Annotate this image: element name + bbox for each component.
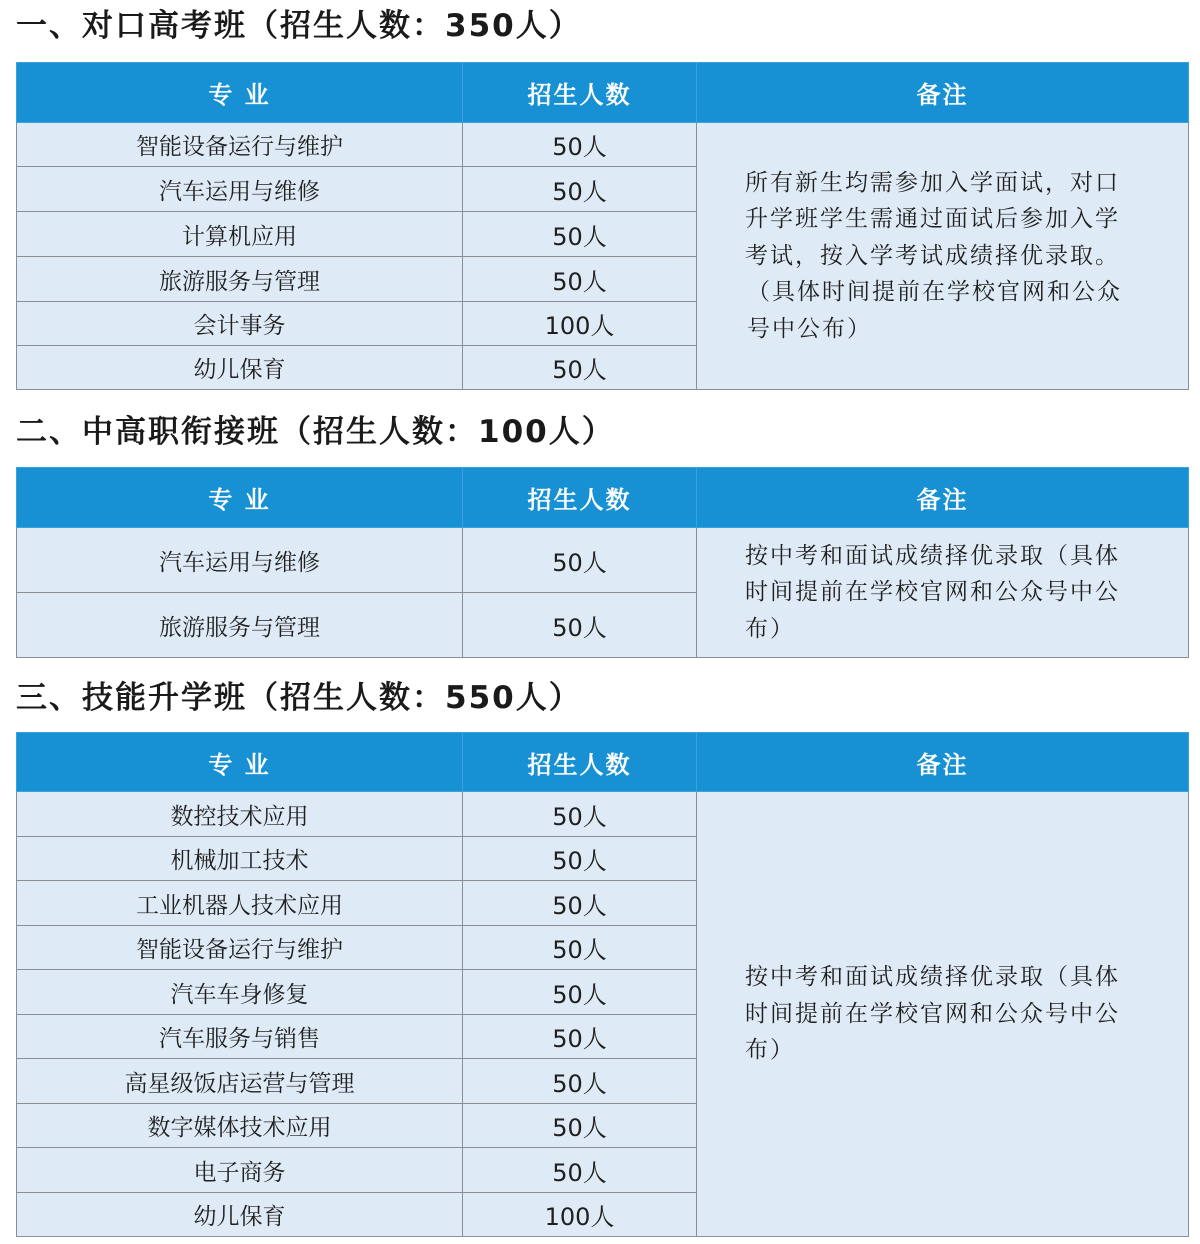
major-cell: 汽车车身修复 <box>17 970 463 1015</box>
count-cell: 50人 <box>463 881 697 926</box>
count-cell: 50人 <box>463 1059 697 1104</box>
note-text-secondary: （具体时间提前在学校官网和公众号中公布） <box>747 279 1122 342</box>
count-cell: 50人 <box>463 837 697 881</box>
count-cell: 50人 <box>463 257 697 302</box>
section-1-table <box>16 62 1189 390</box>
major-cell: 工业机器人技术应用 <box>17 881 463 926</box>
table-header-row <box>17 63 1189 123</box>
header-count: 招生人数 <box>463 733 697 792</box>
major-cell: 高星级饭店运营与管理 <box>17 1059 463 1104</box>
count-cell: 100人 <box>463 302 697 346</box>
note-text: 按中考和面试成绩择优录取（具体时间提前在学校官网和公众号中公布） <box>745 964 1120 1064</box>
count-cell: 50人 <box>463 167 697 212</box>
header-note: 备注 <box>697 468 1189 528</box>
count-cell: 50人 <box>463 970 697 1015</box>
major-cell: 汽车运用与维修 <box>17 167 463 212</box>
table-row <box>17 792 1189 837</box>
note-cell <box>697 528 1189 658</box>
major-cell: 会计事务 <box>17 302 463 346</box>
major-cell: 智能设备运行与维护 <box>17 123 463 167</box>
count-cell: 50人 <box>463 212 697 257</box>
major-cell: 汽车服务与销售 <box>17 1015 463 1059</box>
major-cell: 智能设备运行与维护 <box>17 926 463 970</box>
table-row <box>17 123 1189 167</box>
count-cell: 50人 <box>463 1148 697 1193</box>
major-cell: 汽车运用与维修 <box>17 528 463 593</box>
header-count: 招生人数 <box>463 468 697 528</box>
section-2-table <box>16 467 1189 658</box>
count-cell: 50人 <box>463 346 697 390</box>
section-3-table <box>16 732 1189 1237</box>
section-3-title: 三、技能升学班（招生人数：550人） <box>16 680 582 716</box>
note-text: 所有新生均需参加入学面试，对口升学班学生需通过面试后参加入学考试，按入学考试成绩择优录取。 <box>745 169 1120 269</box>
count-cell: 100人 <box>463 1193 697 1237</box>
major-cell: 数控技术应用 <box>17 792 463 837</box>
table-row <box>17 528 1189 593</box>
note-cell <box>697 123 1189 390</box>
major-cell: 电子商务 <box>17 1148 463 1193</box>
note-text: 按中考和面试成绩择优录取（具体时间提前在学校官网和公众号中公布） <box>745 542 1120 642</box>
count-cell: 50人 <box>463 1104 697 1148</box>
header-major: 专 业 <box>17 63 463 123</box>
major-cell: 幼儿保育 <box>17 1193 463 1237</box>
count-cell: 50人 <box>463 123 697 167</box>
major-cell: 机械加工技术 <box>17 837 463 881</box>
count-cell: 50人 <box>463 926 697 970</box>
note-cell <box>697 792 1189 1237</box>
header-note: 备注 <box>697 733 1189 792</box>
major-cell: 幼儿保育 <box>17 346 463 390</box>
header-note: 备注 <box>697 63 1189 123</box>
major-cell: 计算机应用 <box>17 212 463 257</box>
section-1-title: 一、对口高考班（招生人数：350人） <box>16 8 582 44</box>
major-cell: 旅游服务与管理 <box>17 593 463 658</box>
header-count: 招生人数 <box>463 63 697 123</box>
major-cell: 旅游服务与管理 <box>17 257 463 302</box>
table-header-row <box>17 733 1189 792</box>
count-cell: 50人 <box>463 792 697 837</box>
header-major: 专 业 <box>17 468 463 528</box>
count-cell: 50人 <box>463 593 697 658</box>
header-major: 专 业 <box>17 733 463 792</box>
count-cell: 50人 <box>463 1015 697 1059</box>
count-cell: 50人 <box>463 528 697 593</box>
table-header-row <box>17 468 1189 528</box>
major-cell: 数字媒体技术应用 <box>17 1104 463 1148</box>
section-2-title: 二、中高职衔接班（招生人数：100人） <box>16 414 615 450</box>
